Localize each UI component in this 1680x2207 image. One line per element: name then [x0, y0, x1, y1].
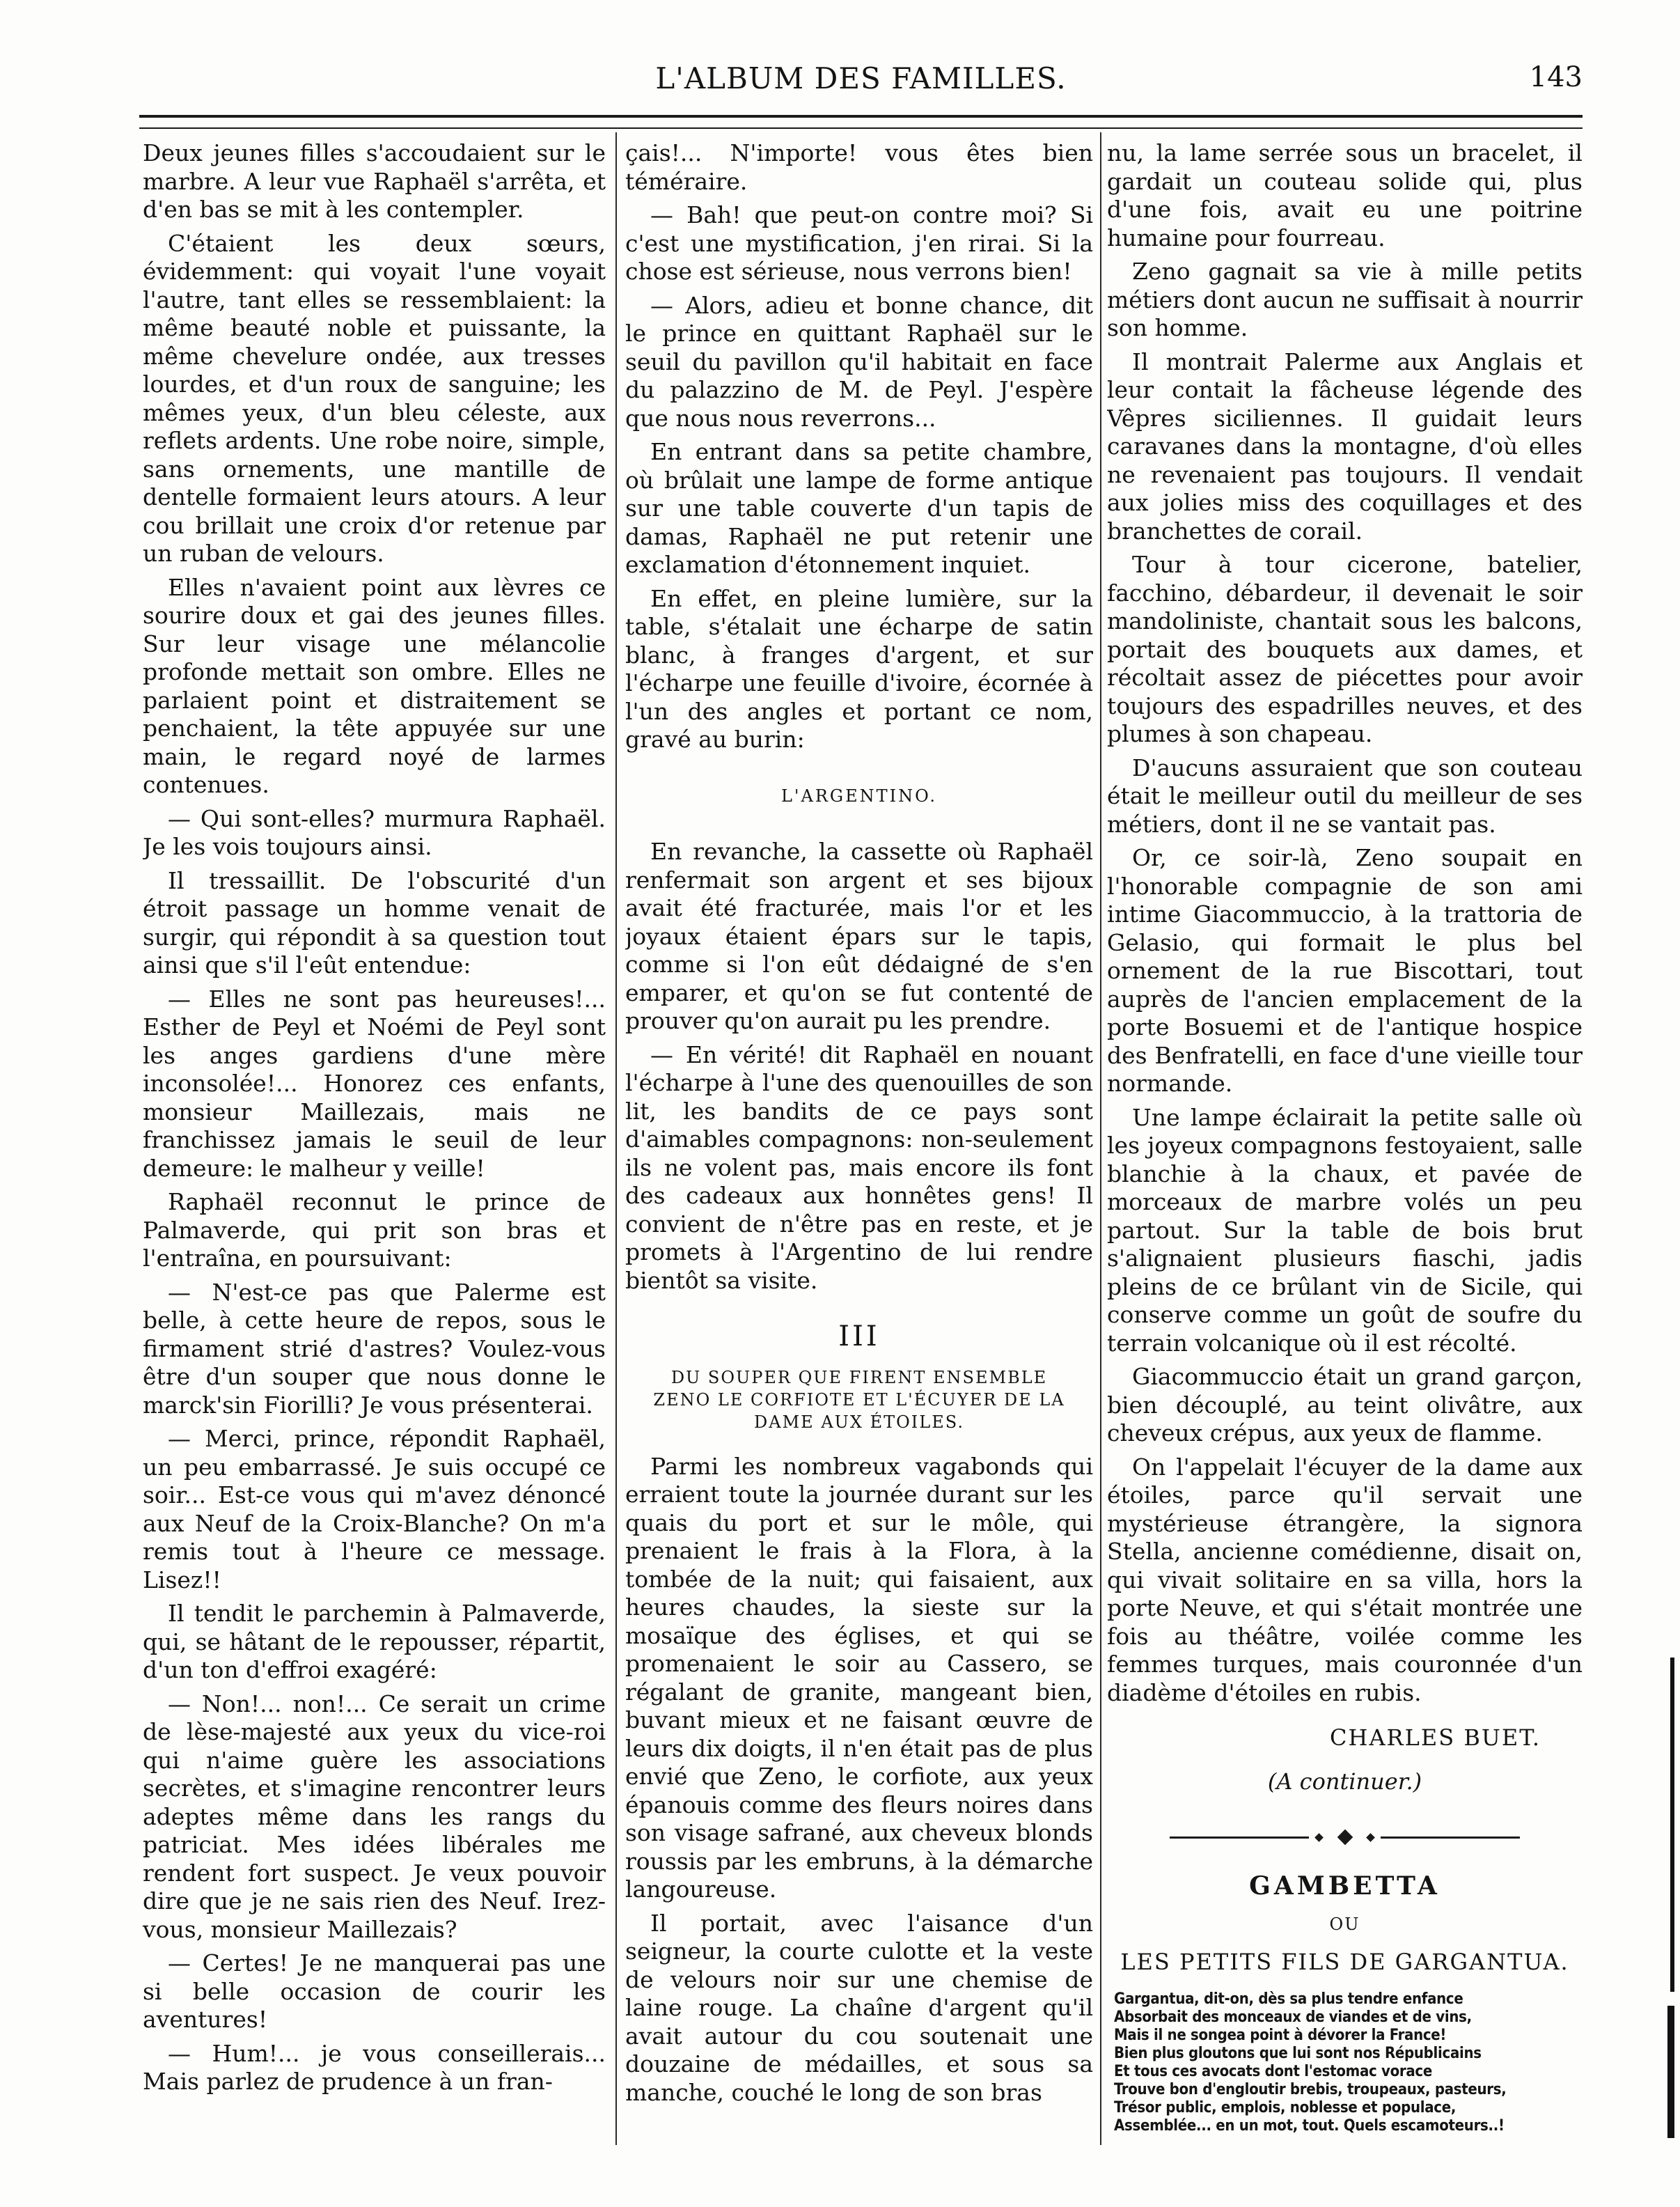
paragraph: — Alors, adieu et bonne chance, dit le prince en quittant Raphaël sur le seuil du pavillon qu'il habitait en face du palazzino de M. de Peyl. J'espère que nous nous reverrons...	[625, 291, 1093, 432]
paragraph: — En vérité! dit Raphaël en nouant l'écharpe à l'une des quenouilles de son lit, les bandits de ce pays sont d'aimables compagnons: non-seulement ils ne volent pas, mais encore ils font des cadeaux aux honnêtes gens! Il convient de n'être pas en reste, et je promets à l'Argentino de lui rendre bientôt sa visite.	[625, 1040, 1093, 1294]
poem-verses	[1114, 1990, 1583, 2135]
divider-dot-left	[1314, 1833, 1324, 1842]
paragraph: Giacommuccio était un grand garçon, bien découplé, au teint olivâtre, aux cheveux crépus, aux yeux de flamme.	[1107, 1363, 1583, 1446]
divider-line-right	[1381, 1836, 1520, 1839]
paragraph: C'étaient les deux sœurs, évidemment: qui voyait l'une voyait l'autre, tant elles se ressemblaient: la même beauté noble et puissante, la même chevelure ondée, aux tresses lourdes, et d'un roux de sanguine; les mêmes yeux, d'un bleu céleste, aux reflets ardents. Une robe noire, simple, sans ornements, une mantille de dentelle formaient leurs atours. A leur cou brillait une croix d'or retenue par un ruban de velours.	[143, 229, 606, 567]
verse-line: Assemblée... en un mot, tout. Quels escamoteurs..!	[1114, 2116, 1505, 2135]
column-1	[143, 139, 606, 2145]
paragraph: — Non!... non!... Ce serait un crime de lèse-majesté aux yeux du vice-roi qui n'aime guère les associations secrètes, et s'imagine rencontrer leurs adeptes même dans les rangs du patriciat. Mes idées libérales me rendent fort suspect. Je veux pouvoir dire que je ne sais rien des Neuf. Irez-vous, monsieur Maillezais?	[143, 1690, 606, 1943]
paragraph: — Hum!... je vous conseillerais... Mais parlez de prudence à un fran-	[143, 2039, 606, 2095]
paragraph: Il tressaillit. De l'obscurité d'un étroit passage un homme venait de surgir, qui répondit à sa question tout ainsi que s'il l'eût entendue:	[143, 866, 606, 978]
verse-line: Bien plus gloutons que lui sont nos Républicains	[1114, 2044, 1482, 2062]
column-3	[1107, 139, 1583, 2145]
page-number: 143	[1529, 61, 1583, 93]
verse-line: Trésor public, emplois, noblesse et populace,	[1114, 2098, 1457, 2116]
divider-diamond	[1337, 1830, 1353, 1846]
paragraph: — N'est-ce pas que Palerme est belle, à cette heure de repos, sous le firmament strié d'astres? Voulez-vous être d'un souper que nous donne le marck'sin Fiorilli? Je vous présenterai.	[143, 1278, 606, 1419]
author-signature: CHARLES BUET.	[1330, 1724, 1541, 1751]
header-double-rule	[139, 115, 1583, 129]
paragraph: Il portait, avec l'aisance d'un seigneur, la courte culotte et la veste de velours noir sur une chemise de laine rouge. La chaîne d'argent qu'il avait autour du cou soutenait une douzaine de médailles, et sous sa manche, couché le long de son bras	[625, 1909, 1093, 2106]
poem-ou: OU	[1329, 1914, 1360, 1934]
paragraph: — Qui sont-elles? murmura Raphaël. Je les vois toujours ainsi.	[143, 804, 606, 860]
paragraph: Une lampe éclairait la petite salle où les joyeux compagnons festoyaient, salle blanchie à la chaux, et pavée de morceaux de marbre volés un peu partout. Sur la table de bois brut s'alignaient plusieurs fiaschi, jadis pleins de ce brûlant vin de Sicile, qui conserve comme un goût de soufre du terrain volcanique où il est récolté.	[1107, 1103, 1583, 1357]
column-2	[625, 139, 1093, 2145]
scan-edge-mark	[1670, 1658, 1674, 1992]
chapter-number: III	[838, 1320, 880, 1352]
to-be-continued: (A continuer.)	[1267, 1768, 1422, 1795]
verse-line: Trouve bon d'engloutir brebis, troupeaux, pasteurs,	[1114, 2080, 1507, 2098]
paragraph: — Certes! Je ne manquerai pas une si belle occasion de courir les aventures!	[143, 1949, 606, 2033]
paragraph: Il tendit le parchemin à Palmaverde, qui, se hâtant de le repousser, répartit, d'un ton d'effroi exagéré:	[143, 1600, 606, 1683]
paragraph: Deux jeunes filles s'accoudaient sur le marbre. A leur vue Raphaël s'arrêta, et d'en bas se mit à les contempler.	[143, 139, 606, 223]
paragraph: Il montrait Palerme aux Anglais et leur contait la fâcheuse légende des Vêpres siciliennes. Il guidait leurs caravanes dans la montagne, d'où elles ne revenaient pas toujours. Il vendait aux jolies miss des coquillages et des branchettes de corail.	[1107, 348, 1583, 545]
divider-line-left	[1170, 1836, 1309, 1839]
paragraph: Parmi les nombreux vagabonds qui erraient toute la journée durant sur les quais du port et sur le môle, qui prenaient le frais à la Flora, à la tombée de la nuit; qui faisaient, aux heures chaudes, la sieste sur la mosaïque des églises, et qui se promenaient le soir au Cassero, se régalant de granite, mangeant bien, buvant mieux et ne faisant œuvre de leurs dix doigts, il n'en était pas de plus envié que Zeno, le corfiote, aux yeux épanouis comme des fleurs noires dans son visage safrané, aux cheveux blonds roussis par les embruns, à la démarche langoureuse.	[625, 1452, 1093, 1903]
chapter-title: DU SOUPER QUE FIRENT ENSEMBLE ZENO LE CORFIOTE ET L'ÉCUYER DE LA DAME AUX ÉTOILES.	[653, 1367, 1065, 1432]
divider-dot-right	[1366, 1833, 1375, 1842]
verse-line: Gargantua, dit-on, dès sa plus tendre enfance	[1114, 1990, 1463, 2008]
paragraph: — Merci, prince, répondit Raphaël, un peu embarrassé. Je suis occupé ce soir... Est-ce vous qui m'avez dénoncé aux Neuf de la Croix-Blanche? On m'a remis tout à l'heure ce message. Lisez!!	[143, 1425, 606, 1593]
paragraph: — Bah! que peut-on contre moi? Si c'est une mystification, j'en rirai. Si la chose est sérieuse, nous verrons bien!	[625, 201, 1093, 285]
paragraph: On l'appelait l'écuyer de la dame aux étoiles, parce qu'il servait une mystérieuse étrangère, la signora Stella, ancienne comédienne, disait on, qui vivait solitaire en sa villa, hors la porte Neuve, et qui s'était montrée une fois au théâtre, voilée comme les femmes turques, mais couronnée d'un diadème d'étoiles en rubis.	[1107, 1453, 1583, 1706]
paragraph: En effet, en pleine lumière, sur la table, s'étalait une écharpe de satin blanc, à franges d'argent, et sur l'écharpe une feuille d'ivoire, écornée à l'un des angles et portant ce nom, gravé au burin:	[625, 584, 1093, 753]
running-head	[139, 61, 1583, 103]
paragraph: Or, ce soir-là, Zeno soupait en l'honorable compagnie de son ami intime Giacommuccio, à la trattoria de Gelasio, qui formait le plus bel ornement de la rue Biscottari, tout auprès de l'ancien emplacement de la porte Bosuemi et de l'antique hospice des Benfratelli, en face d'une vieille tour normande.	[1107, 844, 1583, 1097]
paragraph: Zeno gagnait sa vie à mille petits métiers dont aucun ne suffisait à nourrir son homme.	[1107, 258, 1583, 341]
ornamental-divider	[1107, 1830, 1583, 1844]
publication-title: L'ALBUM DES FAMILLES.	[655, 61, 1067, 95]
verse-line: Absorbait des monceaux de viandes et de vins,	[1114, 2008, 1472, 2026]
column-rule-1	[615, 132, 617, 2145]
paragraph: D'aucuns assuraient que son couteau était le meilleur outil du meilleur de ses métiers, dont il ne se vantait pas.	[1107, 754, 1583, 838]
paragraph: En revanche, la cassette où Raphaël renfermait son argent et ses bijoux avait été fracturée, mais l'or et les joyaux étaient épars sur le tapis, comme si l'on eût dédaigné de s'en emparer, et qu'on se fut contenté de prouver qu'on aurait pu les prendre.	[625, 838, 1093, 1034]
verse-line: Mais il ne songea point à dévorer la France!	[1114, 2026, 1447, 2044]
engraved-name: L'ARGENTINO.	[780, 786, 937, 806]
paragraph: — Elles ne sont pas heureuses!... Esther de Peyl et Noémi de Peyl sont les anges gardiens d'une mère inconsolée!... Honorez ces enfants, monsieur Maillezais, mais ne franchissez jamais le seuil de leur demeure: le malheur y veille!	[143, 985, 606, 1182]
poem-title: GAMBETTA	[1249, 1871, 1440, 1901]
paragraph: nu, la lame serrée sous un bracelet, il gardait un couteau solide qui, plus d'une fois, avait eu une poitrine humaine pour fourreau.	[1107, 139, 1583, 251]
verse-line: Et tous ces avocats dont l'estomac vorace	[1114, 2062, 1432, 2080]
paragraph: çais!... N'importe! vous êtes bien téméraire.	[625, 139, 1093, 195]
paragraph: Elles n'avaient point aux lèvres ce sourire doux et gai des jeunes filles. Sur leur visage une mélancolie profonde mettait son ombre. Elles ne parlaient point et distraitement se penchaient, la tête appuyée sur une main, le regard noyé de larmes contenues.	[143, 573, 606, 798]
column-rule-2	[1100, 132, 1101, 2145]
paragraph: Tour à tour cicerone, batelier, facchino, débardeur, il devenait le soir mandoliniste, chantait sous les balcons, portait des bouquets aux dames, et récoltait assez de piécettes pour avoir toujours des espadrilles neuves, et des plumes à son chapeau.	[1107, 551, 1583, 747]
paragraph: Raphaël reconnut le prince de Palmaverde, qui prit son bras et l'entraîna, en poursuivant:	[143, 1188, 606, 1272]
poem-subtitle: LES PETITS FILS DE GARGANTUA.	[1120, 1949, 1569, 1975]
scan-edge-mark	[1667, 2006, 1674, 2138]
paragraph: En entrant dans sa petite chambre, où brûlait une lampe de forme antique sur une table couverte d'un tapis de damas, Raphaël ne put retenir une exclamation d'étonnement inquiet.	[625, 438, 1093, 578]
